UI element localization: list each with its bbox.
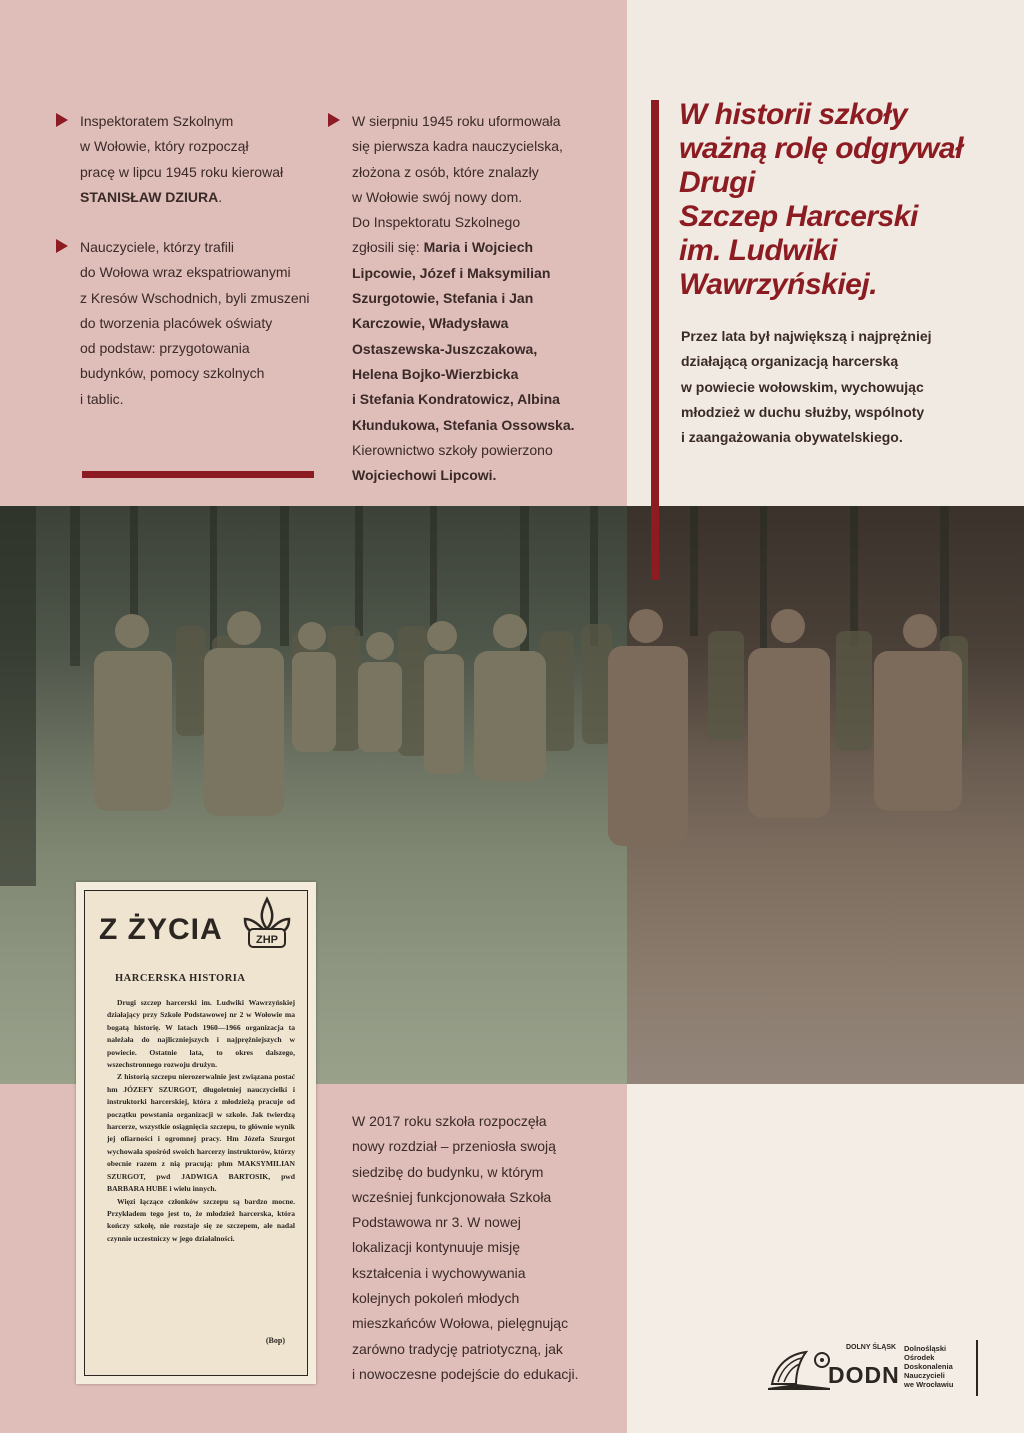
- person-names-line: i Stefania Kondratowicz, Albina: [352, 391, 560, 408]
- person-names-line: Lipcowie, Józef i Maksymilian: [352, 264, 551, 281]
- bullet-arrow-icon: [56, 113, 68, 127]
- logo-org-line: Dolnośląski: [904, 1344, 947, 1353]
- text-line: w Wołowie, który rozpoczął: [80, 138, 249, 155]
- text-line: W 2017 roku szkoła rozpoczęła: [352, 1113, 547, 1129]
- text-line: [352, 235, 612, 260]
- scout-lily-icon: [235, 895, 299, 959]
- text-line: wcześniej funkcjonowała Szkoła: [352, 1188, 552, 1205]
- text-line: pracę w lipcu 1945 roku kierował: [80, 163, 284, 180]
- text-line: siedzibę do budynku, w którym: [352, 1163, 544, 1180]
- text-line: W sierpniu 1945 roku uformowała: [352, 113, 561, 129]
- person-names-line: Kłundukowa, Stefania Ossowska.: [352, 416, 575, 433]
- text-line: nowy rozdział – przeniosła swoją: [352, 1138, 556, 1155]
- person-names-line: Helena Bojko-Wierzbicka: [352, 365, 519, 382]
- headline-line: im. Ludwiki: [679, 234, 837, 267]
- text-line: [80, 185, 320, 210]
- text-line: złożona z osób, które znalazły: [352, 163, 539, 180]
- clipping-signature: (Bop): [265, 1336, 285, 1345]
- person-name: STANISŁAW DZIURA: [80, 188, 219, 205]
- person-name: Wojciechowi Lipcowi.: [352, 467, 497, 484]
- intro-text: [681, 324, 981, 450]
- logo-divider: [976, 1340, 978, 1396]
- text-line: z Kresów Wschodnich, byli zmuszeni: [80, 289, 310, 306]
- text-line: działającą organizacją harcerską: [681, 353, 899, 370]
- clipping-frame: [84, 890, 308, 1376]
- text-line: młodzież w duchu służby, wspólnoty: [681, 403, 925, 420]
- bullet-arrow-icon: [328, 113, 340, 127]
- clipping-paragraph: Drugi szczep harcerski im. Ludwiki Wawrzyńskiej działający przy Szkole Podstawowej nr 2 w Wołowie ma bogatą historię. W latach 1960—1966 organizacja ta należała do najliczniejszych i najprężniejszych w powiecie. Ostatnie lata, to okres dalszego, wszechstronnego rozwoju drużyn.: [107, 998, 295, 1070]
- person-names-line: Karczowie, Władysława: [352, 315, 509, 332]
- text-line: Podstawowa nr 3. W nowej: [352, 1214, 521, 1231]
- logo-brand: DODN: [828, 1362, 900, 1388]
- text-line: do Wołowa wraz ekspatriowanymi: [80, 264, 291, 281]
- text-line: w powiecie wołowskim, wychowując: [681, 378, 924, 395]
- text-line: Inspektoratem Szkolnym: [80, 113, 234, 129]
- text-line: i tablic.: [80, 390, 124, 407]
- accent-vertical-bar: [651, 100, 659, 580]
- text-line: od podstaw: przygotowania: [80, 340, 250, 357]
- headline-line: Drugi: [679, 166, 755, 199]
- clipping-subtitle: HARCERSKA HISTORIA: [115, 973, 246, 984]
- text-line: i zaangażowania obywatelskiego.: [681, 429, 903, 446]
- text-line: Nauczyciele, którzy trafili: [80, 239, 235, 255]
- text-line: Kierownictwo szkoły powierzono: [352, 441, 553, 458]
- book-owl-icon: [766, 1344, 832, 1394]
- text-line: i nowoczesne podejście do edukacji.: [352, 1365, 579, 1382]
- text-line: kształcenia i wychowywania: [352, 1264, 526, 1281]
- headline-line: ważną rolę odgrywał: [679, 132, 963, 165]
- logo-org-line: we Wrocławiu: [904, 1380, 954, 1389]
- text-fragment: zgłosili się:: [352, 239, 424, 256]
- person-names-line: Ostaszewska-Juszczakowa,: [352, 340, 538, 357]
- headline-line: Szczep Harcerski: [679, 200, 918, 233]
- bullet-arrow-icon: [56, 239, 68, 253]
- text-line: Przez lata był największą i najprężniej: [681, 328, 932, 344]
- text-line: lokalizacji kontynuuje misję: [352, 1239, 521, 1256]
- headline-line: Wawrzyńskiej.: [679, 268, 878, 301]
- headline: [679, 98, 999, 302]
- text-line: w Wołowie swój nowy dom.: [352, 188, 523, 205]
- bullet-inspectorate: [80, 109, 320, 210]
- zhp-emblem-text: ZHP: [256, 934, 278, 946]
- bullet-teachers: [80, 235, 330, 412]
- headline-line: W historii szkoły: [679, 98, 908, 131]
- text-line: Do Inspektoratu Szkolnego: [352, 214, 521, 231]
- text-line: się pierwsza kadra nauczycielska,: [352, 138, 563, 155]
- logo-org-line: Doskonalenia: [904, 1362, 953, 1371]
- text-2017: [352, 1109, 602, 1387]
- text-line: mieszkańców Wołowa, pielęgnując: [352, 1315, 569, 1332]
- text-line: kolejnych pokoleń młodych: [352, 1290, 520, 1307]
- dodn-logo: [766, 1338, 986, 1398]
- logo-org-line: Nauczycieli: [904, 1371, 945, 1380]
- clipping-paragraph: Więzi łączące członków szczepu są bardzo mocne. Przykładem tego jest to, że młodzież harcerska, która kończy szkołę, nie rozstaje się ze szczepem, ale nadal czynnie uczestniczy w jego działalności.: [107, 1196, 295, 1243]
- text-line: budynków, pomocy szkolnych: [80, 365, 265, 382]
- clipping-title: Z ŻYCIA: [99, 913, 223, 946]
- text-line: do tworzenia placówek oświaty: [80, 314, 273, 331]
- clipping-paragraph: Z historią szczepu nierozerwalnie jest związana postać hm JÓZEFY SZURGOT, długoletniej nauczycielki i instruktorki harcerskiej, która z młodzieżą pracuje od początku powstania organizacji w szkole. Jak twierdzą harcerze, wszystkie osiągnięcia szczepu, to głównie wynik jej ofiarności i ogromnej pracy. Hm Józefa Szurgot wychowała spośród swoich harcerzy instruktorów, którzy obecnie razem z nią pracują: phm MAKSYMILIAN SZURGOT, pwd JADWIGA BARTOSIK, pwd BARBARA HUBE i wielu innych.: [107, 1072, 295, 1194]
- clipping-body: [107, 997, 295, 1245]
- divider-bar: [82, 471, 314, 478]
- newspaper-clipping: [76, 882, 316, 1384]
- text-line: zarówno tradycję patriotyczną, jak: [352, 1340, 563, 1357]
- punctuation: .: [218, 188, 223, 205]
- bullet-first-staff: [352, 109, 612, 488]
- logo-region-text: DOLNY ŚLĄSK: [846, 1344, 897, 1351]
- person-names-line: Szurgotowie, Stefania i Jan: [352, 290, 534, 307]
- person-names: Maria i Wojciech: [423, 239, 534, 256]
- logo-org-name: [904, 1344, 964, 1389]
- logo-org-line: Ośrodek: [904, 1353, 935, 1362]
